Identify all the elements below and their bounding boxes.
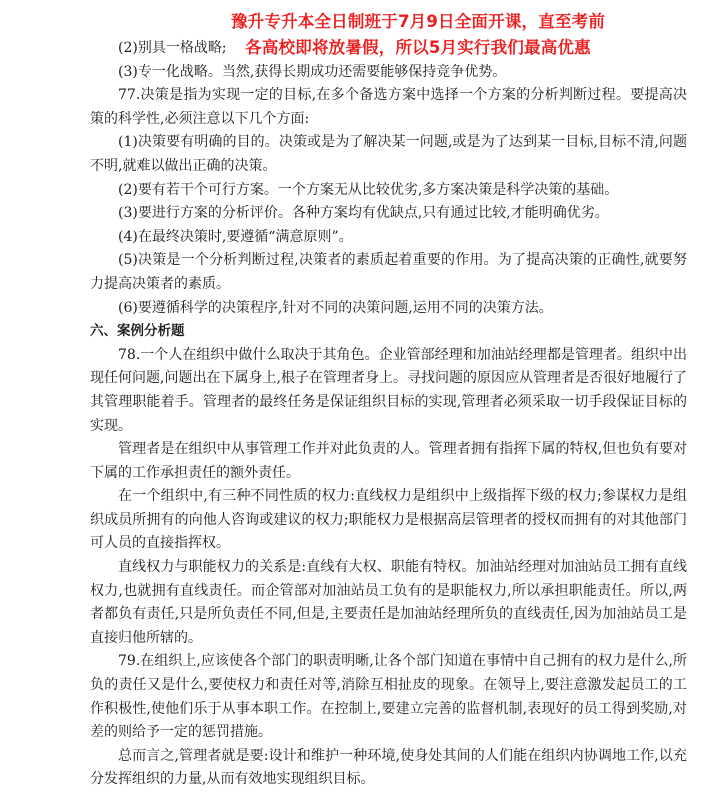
paragraph-q77-intro: 77.决策是指为实现一定的目标,在多个备选方案中选择一个方案的分析判断过程。要提高决策的科学性,必须注意以下几个方面: [90,87,687,127]
paragraph-q78-power-types: 在一个组织中,有三种不同性质的权力:直线权力是组织中上级指挥下级的权力;参谋权力是组织成员所拥有的向他人咨询或建议的权力;职能权力是根据高层管理者的授权而拥有的对其他部门可人员的直接指挥权。 [90,488,687,552]
paragraph-q79: 79.在组织上,应该使各个部门的职责明晰,让各个部门知道在事情中自己拥有的权力是什么,所负的责任又是什么,要使权力和责任对等,消除互相扯皮的现象。在领导上,要注意激发起员工的工作积极性,使他们乐于从事本职工作。在控制上,要建立完善的监督机制,表现好的员工得到奖励,对差的则给予一定的惩罚措施。 [90,653,687,741]
paragraph-q78-line-vs-function: 直线权力与职能权力的关系是:直线有大权、职能有特权。加油站经理对加油站员工拥有直线权力,也就拥有直线责任。而企管部对加油站员工负有的是职能权力,所以承担职能责任。所以,两者都负有责任,只是所负责任不同,但是,主要责任是加油站经理所负的直线责任,因为加油站员工是直接归他所辖的。 [90,559,687,646]
document-body [90,37,687,792]
promo-banner-line-1: 豫升专升本全日制班于7月9日全面开课，直至考前 [230,12,606,31]
paragraph-q77-point-2: (2)要有若干个可行方案。一个方案无从比较优劣,多方案决策是科学决策的基础。 [118,181,619,198]
paragraph-q78-intro: 78.一个人在组织中做什么取决于其角色。企业管部经理和加油站经理都是管理者。组织中出现任何问题,问题出在下属身上,根子在管理者身上。寻找问题的原因应从管理者是否很好地履行了其管理职能着手。管理者的最终任务是保证组织目标的实现,管理者必须采取一切手段保证目标的实现。 [90,346,687,434]
paragraph-strategy-2: (2)别具一格战略; [118,40,227,56]
promo-banner-line-2: 各高校即将放暑假，所以5月实行我们最高优惠 [245,38,591,57]
section-heading-case-analysis: 六、案例分析题 [90,323,185,340]
paragraph-summary: 总而言之,管理者就是要:设计和维护一种环境,使身处其间的人们能在组织内协调地工作,以充分发挥组织的力量,从而有效地实现组织目标。 [90,747,687,788]
paragraph-strategy-3: (3)专一化战略。当然,获得长期成功还需要能够保持竞争优势。 [118,63,507,80]
paragraph-q77-point-5: (5)决策是一个分析判断过程,决策者的素质起着重要的作用。为了提高决策的正确性,就要努力提高决策者的素质。 [90,252,687,292]
paragraph-q78-managers: 管理者是在组织中从事管理工作并对此负责的人。管理者拥有指挥下属的特权,但也负有要对下属的工作承担责任的额外责任。 [90,441,687,481]
paragraph-q77-point-1: (1)决策要有明确的目的。决策或是为了解决某一问题,或是为了达到某一目标,目标不清,问题不明,就难以做出正确的决策。 [90,134,687,174]
paragraph-q77-point-6: (6)要遵循科学的决策程序,针对不同的决策问题,运用不同的决策方法。 [118,299,553,316]
paragraph-q77-point-3: (3)要进行方案的分析评价。各种方案均有优缺点,只有通过比较,才能明确优劣。 [118,205,609,222]
paragraph-q77-point-4: (4)在最终决策时,要遵循“满意原则”。 [118,228,353,245]
